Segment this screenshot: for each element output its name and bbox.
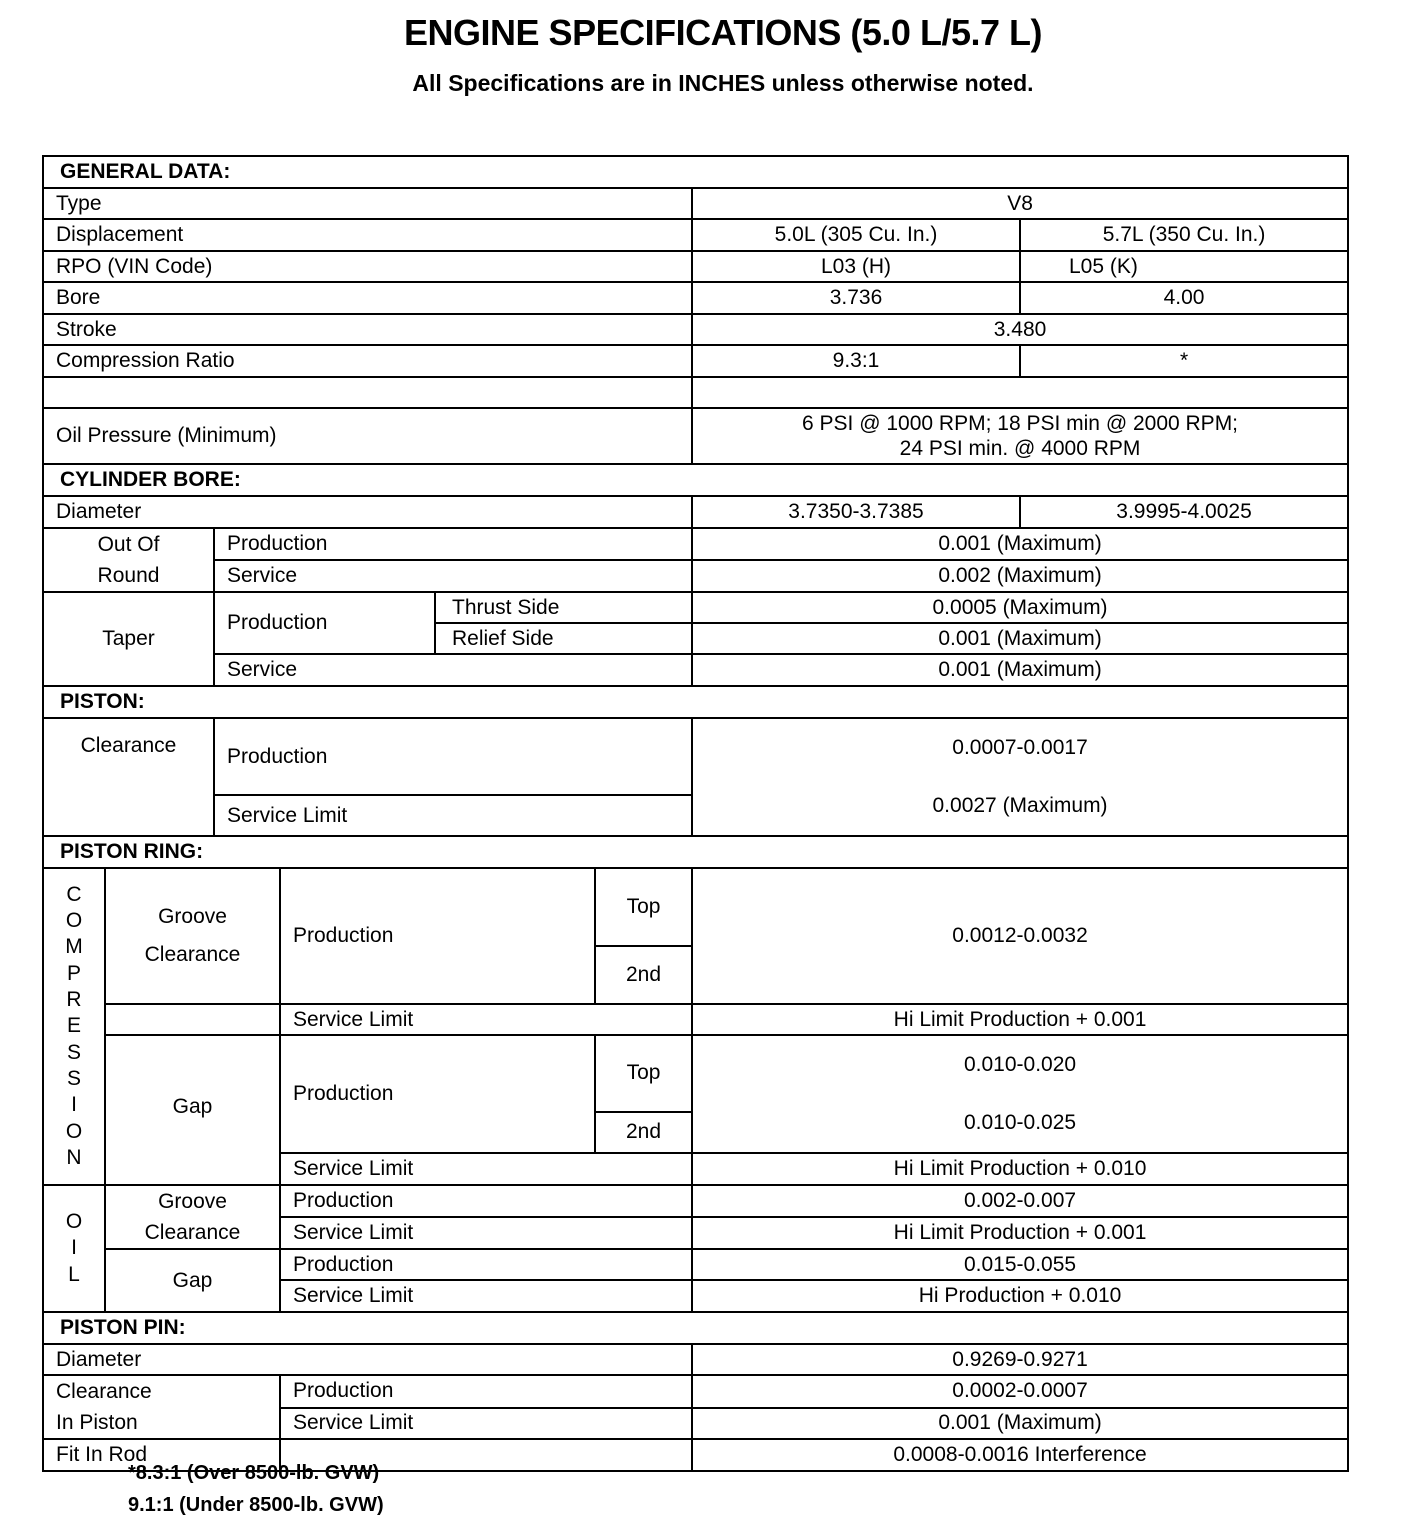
row-label: Diameter bbox=[43, 1344, 692, 1375]
value-5-7l: 3.9995-4.0025 bbox=[1020, 496, 1348, 528]
row-label: Stroke bbox=[43, 314, 692, 345]
table-row bbox=[43, 1375, 1348, 1408]
gap-label: Gap bbox=[105, 1035, 280, 1185]
table-row bbox=[43, 314, 1348, 345]
row-label: Service Limit bbox=[280, 1004, 692, 1035]
oil-vertical-label bbox=[43, 1185, 105, 1312]
oil-letters bbox=[62, 1209, 86, 1288]
label-line: Groove bbox=[158, 1190, 227, 1213]
table-row bbox=[43, 528, 1348, 560]
table-row bbox=[43, 868, 1348, 946]
row-label: Diameter bbox=[43, 496, 692, 528]
row-value bbox=[692, 408, 1348, 464]
row-label: Production bbox=[280, 1249, 692, 1280]
table-row bbox=[43, 654, 1348, 686]
row-label: Displacement bbox=[43, 219, 692, 251]
section-heading-cylinder-bore: CYLINDER BORE: bbox=[43, 464, 1348, 496]
table-row bbox=[43, 345, 1348, 377]
row-label: Compression Ratio bbox=[43, 345, 692, 377]
section-header-row bbox=[43, 836, 1348, 868]
value-5-7l: * bbox=[1020, 345, 1348, 377]
vertical-letter: S bbox=[66, 1040, 81, 1064]
row-label: Production bbox=[280, 1375, 692, 1408]
thrust-side-label: Thrust Side bbox=[435, 592, 692, 623]
row-value: 0.0008-0.0016 Interference bbox=[692, 1439, 1348, 1471]
taper-label: Taper bbox=[43, 592, 214, 686]
section-heading-piston: PISTON: bbox=[43, 686, 1348, 718]
vertical-letter: N bbox=[66, 1145, 82, 1169]
empty-cell bbox=[105, 1004, 280, 1035]
footnote-line-1: *8.3:1 (Over 8500-lb. GVW) bbox=[128, 1462, 380, 1484]
page-title: ENGINE SPECIFICATIONS (5.0 L/5.7 L) bbox=[404, 12, 1042, 53]
table-row bbox=[43, 282, 1348, 314]
row-label: Bore bbox=[43, 282, 692, 314]
row-label: Oil Pressure (Minimum) bbox=[43, 408, 692, 464]
row-label: Service Limit bbox=[280, 1280, 692, 1312]
vertical-letter: S bbox=[66, 1066, 81, 1090]
table-row bbox=[43, 1344, 1348, 1375]
row-label: Production bbox=[280, 1185, 692, 1217]
row-value: Hi Production + 0.010 bbox=[692, 1280, 1348, 1312]
section-header-row bbox=[43, 156, 1348, 188]
section-heading-piston-ring: PISTON RING: bbox=[43, 836, 1348, 868]
vertical-letter: O bbox=[65, 1210, 83, 1234]
vertical-letter: C bbox=[66, 882, 82, 906]
piston-service-value: 0.0027 (Maximum) bbox=[932, 794, 1108, 817]
row-value: 3.480 bbox=[692, 314, 1348, 345]
row-label: RPO (VIN Code) bbox=[43, 251, 692, 282]
row-label: Service Limit bbox=[280, 1408, 692, 1440]
label-line: Clearance bbox=[144, 1221, 241, 1244]
vertical-letter: P bbox=[66, 961, 81, 985]
label-line: Groove bbox=[158, 905, 227, 928]
section-header-row bbox=[43, 686, 1348, 718]
section-heading-piston-pin: PISTON PIN: bbox=[43, 1312, 1348, 1344]
compression-vertical-label bbox=[43, 868, 105, 1185]
empty-row bbox=[43, 377, 1348, 408]
empty-cell bbox=[692, 377, 1348, 408]
section-header-row bbox=[43, 1312, 1348, 1344]
oil-pressure-line-1: 6 PSI @ 1000 RPM; 18 PSI min @ 2000 RPM; bbox=[802, 412, 1239, 435]
oil-gap-label: Gap bbox=[105, 1249, 280, 1312]
row-label: Production bbox=[280, 868, 595, 1004]
vertical-letter: O bbox=[65, 909, 83, 933]
value-5-0l: 3.736 bbox=[692, 282, 1020, 314]
row-value: 0.015-0.055 bbox=[692, 1249, 1348, 1280]
table-row bbox=[43, 1185, 1348, 1217]
vertical-letter: L bbox=[68, 1262, 80, 1286]
value-5-0l: L03 (H) bbox=[692, 251, 1020, 282]
row-value: 0.001 (Maximum) bbox=[692, 654, 1348, 686]
clearance-label: Clearance bbox=[43, 718, 214, 836]
label-line: Clearance bbox=[56, 1380, 152, 1403]
oil-groove-clearance-label bbox=[105, 1185, 280, 1249]
value-5-0l: 3.7350-3.7385 bbox=[692, 496, 1020, 528]
row-value: 0.0012-0.0032 bbox=[692, 868, 1348, 1004]
row-value: 0.001 (Maximum) bbox=[692, 528, 1348, 560]
table-row bbox=[43, 219, 1348, 251]
compression-letters bbox=[62, 882, 86, 1171]
value-5-7l: L05 (K) bbox=[1020, 251, 1348, 282]
row-label: Service Limit bbox=[214, 795, 692, 836]
table-row bbox=[43, 408, 1348, 464]
row-label: Production bbox=[214, 718, 692, 795]
top-label: Top bbox=[595, 1035, 692, 1112]
vertical-letter: I bbox=[71, 1236, 77, 1260]
second-label: 2nd bbox=[595, 1112, 692, 1153]
table-row bbox=[43, 188, 1348, 219]
row-value: 0.002 (Maximum) bbox=[692, 560, 1348, 592]
row-label: Fit In Rod bbox=[43, 1439, 280, 1471]
value-5-7l: 5.7L (350 Cu. In.) bbox=[1020, 219, 1348, 251]
table-row bbox=[43, 560, 1348, 592]
label-line: Round bbox=[97, 564, 160, 587]
row-label: Service Limit bbox=[280, 1217, 692, 1249]
label-line: Out Of bbox=[97, 533, 160, 556]
vertical-letter: E bbox=[66, 1014, 81, 1038]
row-value bbox=[692, 718, 1348, 836]
top-label: Top bbox=[595, 868, 692, 946]
second-label: 2nd bbox=[595, 946, 692, 1004]
row-value: 0.9269-0.9271 bbox=[692, 1344, 1348, 1375]
table-row bbox=[43, 1004, 1348, 1035]
page-subtitle: All Specifications are in INCHES unless otherwise noted. bbox=[412, 70, 1034, 96]
empty-cell bbox=[43, 377, 692, 408]
row-value: 0.002-0.007 bbox=[692, 1185, 1348, 1217]
row-value: V8 bbox=[692, 188, 1348, 219]
table-row bbox=[43, 496, 1348, 528]
engine-spec-table bbox=[42, 155, 1349, 1472]
gap-top-value: 0.010-0.020 bbox=[963, 1053, 1077, 1076]
vertical-letter: I bbox=[71, 1093, 77, 1117]
row-value: 0.0002-0.0007 bbox=[692, 1375, 1348, 1408]
row-value: 0.001 (Maximum) bbox=[692, 623, 1348, 654]
row-label: Production bbox=[214, 592, 435, 654]
value-5-0l: 5.0L (305 Cu. In.) bbox=[692, 219, 1020, 251]
section-heading-general: GENERAL DATA: bbox=[43, 156, 1348, 188]
row-value bbox=[692, 1035, 1348, 1153]
table-row bbox=[43, 718, 1348, 795]
vertical-letter: R bbox=[66, 988, 82, 1012]
row-value: Hi Limit Production + 0.001 bbox=[692, 1217, 1348, 1249]
groove-clearance-label bbox=[105, 868, 280, 1004]
oil-pressure-line-2: 24 PSI min. @ 4000 RPM bbox=[899, 437, 1141, 460]
row-label: Service bbox=[214, 560, 692, 592]
row-value: 0.0005 (Maximum) bbox=[692, 592, 1348, 623]
value-5-7l: 4.00 bbox=[1020, 282, 1348, 314]
relief-side-label: Relief Side bbox=[435, 623, 692, 654]
section-header-row bbox=[43, 464, 1348, 496]
table-row bbox=[43, 1035, 1348, 1112]
row-label: Service bbox=[214, 654, 692, 686]
table-row bbox=[43, 1249, 1348, 1280]
row-label: Production bbox=[280, 1035, 595, 1153]
row-value: Hi Limit Production + 0.001 bbox=[692, 1004, 1348, 1035]
label-line: Clearance bbox=[144, 943, 241, 966]
out-of-round-label bbox=[43, 528, 214, 592]
piston-production-value: 0.0007-0.0017 bbox=[952, 736, 1088, 759]
vertical-letter: M bbox=[65, 935, 83, 959]
label-line: In Piston bbox=[56, 1411, 138, 1434]
value-5-0l: 9.3:1 bbox=[692, 345, 1020, 377]
clearance-in-piston-label bbox=[43, 1375, 280, 1439]
row-value: Hi Limit Production + 0.010 bbox=[692, 1153, 1348, 1185]
row-label: Production bbox=[214, 528, 692, 560]
table-row bbox=[43, 251, 1348, 282]
row-label: Type bbox=[43, 188, 692, 219]
footnote-line-2: 9.1:1 (Under 8500-lb. GVW) bbox=[128, 1494, 384, 1516]
gap-second-value: 0.010-0.025 bbox=[963, 1111, 1077, 1134]
vertical-letter: O bbox=[65, 1119, 83, 1143]
row-value: 0.001 (Maximum) bbox=[692, 1408, 1348, 1440]
row-label: Service Limit bbox=[280, 1153, 692, 1185]
table-row bbox=[43, 592, 1348, 623]
